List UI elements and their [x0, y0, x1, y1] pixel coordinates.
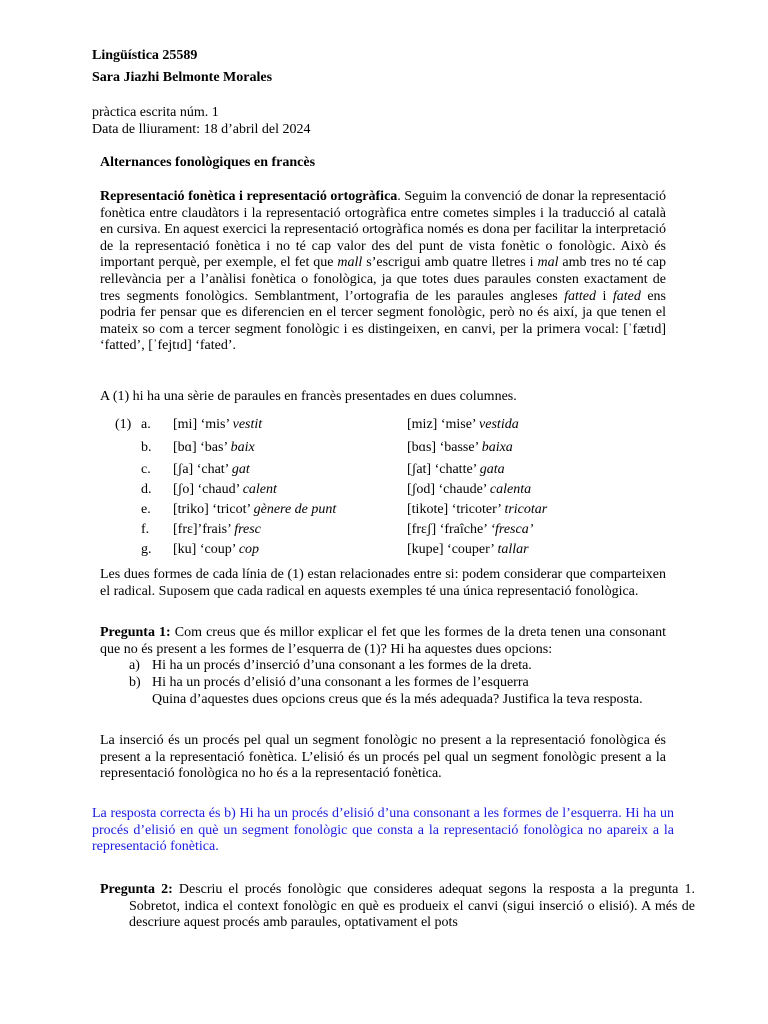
- intro-paragraph: Representació fonètica i representació ortogràfica. Seguim la convenció de donar la representació fonètica entre claudàtors i la representació ortogràfica entre cometes simples i la traducció al català en cursiva. En aquest exercici la representació ortogràfica només es dona per facilitar la interpretació de la representació fonètica i no té cap valor des del punt de vista fonètic o fonològic. Això és important perquè, per exemple, el fet que mall s’escrigui amb quatre lletres i mal amb tres no té cap rellevància per a l’anàlisi fonètica o fonològica, ja que totes dues paraules consten exactament de tres segments fonològics. Semblantment, l’ortografia de les paraules angleses fatted i fated ens podria fer pensar que es diferencien en el tercer segment fonològic, però no és així, ja que tenen el mateix so com a tercer segment fonològic i es distingeixen, en canvi, per la primera vocal: [ˈfætɪd] ‘fatted’, [ˈfejtɪd] ‘fated’.: [100, 189, 666, 354]
- example-label: a.: [141, 417, 151, 432]
- practice-label: pràctica escrita núm. 1: [92, 105, 219, 120]
- course-title: Lingüística 25589: [92, 48, 198, 63]
- example-right: [kupe] ‘couper’ tallar: [407, 542, 529, 557]
- question-2: Pregunta 2: Descriu el procés fonològic que consideres adequat segons la resposta a la pregunta 1. Sobretot, indica el context fonològic en què es produeix el canvi (sigui inserció o elisió). A més de descriure aquest procés amb paraules, optativament el pots: [100, 882, 695, 931]
- question-2-label: Pregunta 2:: [100, 882, 173, 897]
- example-label: b.: [141, 440, 152, 455]
- delivery-date: Data de lliurament: 18 d’abril del 2024: [92, 122, 311, 137]
- example-label: g.: [141, 542, 152, 557]
- option-a: Hi ha un procés d’inserció d’una consonant a les formes de la dreta.: [152, 658, 532, 673]
- example-right: [bɑs] ‘basse’ baixa: [407, 440, 513, 455]
- section-title: Alternances fonològiques en francès: [100, 155, 316, 170]
- example-left: [triko] ‘tricot’ gènere de punt: [173, 502, 337, 517]
- example-left: [frɛ]’frais’ fresc: [173, 522, 261, 537]
- example-left: [ʃa] ‘chat’ gat: [173, 462, 250, 477]
- example-number: (1): [115, 417, 132, 432]
- example-label: f.: [141, 522, 150, 537]
- example-left: [ku] ‘coup’ cop: [173, 542, 260, 557]
- examples-lead: A (1) hi ha una sèrie de paraules en francès presentades en dues columnes.: [100, 389, 517, 404]
- option-b-label: b): [129, 675, 141, 690]
- example-left: [mi] ‘mis’ vestit: [173, 417, 263, 432]
- answer-paragraph: La resposta correcta és b) Hi ha un procés d’elisió d’una consonant a les formes de l’esquerra. Hi ha un procés d’elisió en què un segment fonològic que consta a la representació fonològica no apareix a la representació fonètica.: [92, 806, 674, 855]
- option-b: Hi ha un procés d’elisió d’una consonant a les formes de l’esquerra: [152, 675, 529, 690]
- question-1-label: Pregunta 1:: [100, 625, 171, 640]
- intro-heading: Representació fonètica i representació ortogràfica: [100, 189, 398, 204]
- example-right: [ʃod] ‘chaude’ calenta: [407, 482, 532, 497]
- example-right: [miz] ‘mise’ vestida: [407, 417, 519, 432]
- example-label: c.: [141, 462, 151, 477]
- author-name: Sara Jiazhi Belmonte Morales: [92, 70, 273, 85]
- example-left: [bɑ] ‘bas’ baix: [173, 440, 255, 455]
- option-a-label: a): [129, 658, 140, 673]
- definitions-paragraph: La inserció és un procés pel qual un segment fonològic no present a la representació fonològica és present a la representació fonètica. L’elisió és un procés pel qual un segment fonològic present a la representació fonològica no ho és a la representació fonètica.: [100, 733, 666, 782]
- question-1: Pregunta 1: Com creus que és millor explicar el fet que les formes de la dreta tenen una consonant que no és present a les formes de l’esquerra de (1)? Hi ha aquestes dues opcions:: [100, 625, 666, 657]
- question-1-followup: Quina d’aquestes dues opcions creus que és la més adequada? Justifica la teva resposta.: [152, 692, 643, 707]
- example-label: d.: [141, 482, 152, 497]
- example-label: e.: [141, 502, 151, 517]
- example-right: [frɛʃ] ‘fraîche’ ‘fresca’: [407, 522, 534, 537]
- example-right: [ʃat] ‘chatte’ gata: [407, 462, 505, 477]
- example-left: [ʃo] ‘chaud’ calent: [173, 482, 277, 497]
- relation-paragraph: Les dues formes de cada línia de (1) estan relacionades entre si: podem considerar que comparteixen el radical. Suposem que cada radical en aquests exemples té una única representació fonològica.: [100, 567, 666, 599]
- example-right: [tikote] ‘tricoter’ tricotar: [407, 502, 548, 517]
